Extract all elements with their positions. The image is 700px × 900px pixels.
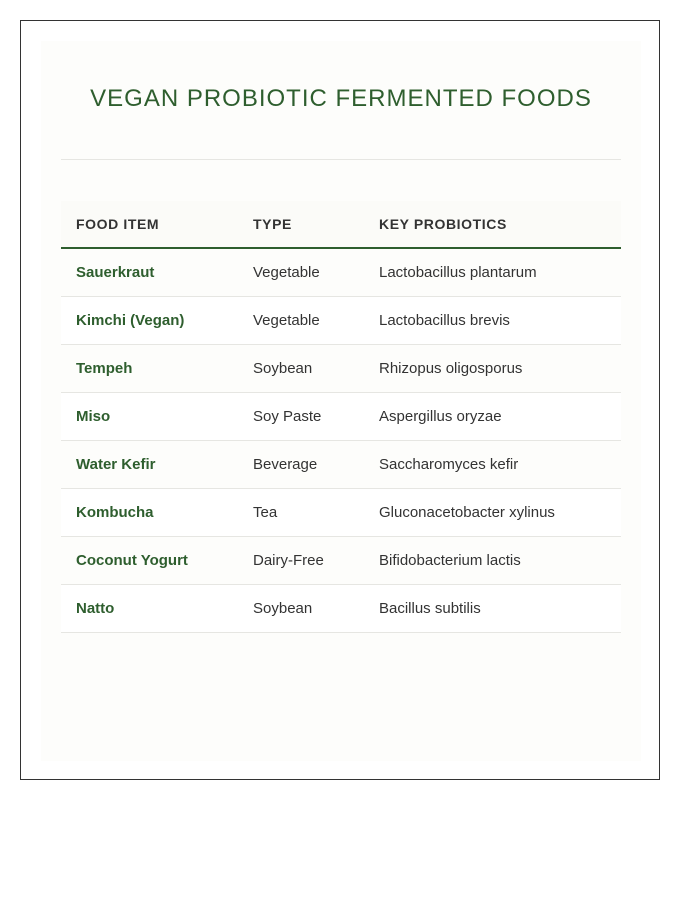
cell-type: Beverage (238, 441, 364, 489)
table-row (61, 393, 621, 441)
cell-food-item: Coconut Yogurt (61, 537, 238, 585)
header-food-item: FOOD ITEM (61, 201, 238, 248)
cell-key-probiotics: Aspergillus oryzae (364, 393, 621, 441)
cell-food-item: Sauerkraut (61, 248, 238, 297)
cell-type: Vegetable (238, 248, 364, 297)
cell-key-probiotics: Lactobacillus brevis (364, 297, 621, 345)
cell-food-item: Natto (61, 585, 238, 633)
cell-type: Dairy-Free (238, 537, 364, 585)
cell-food-item: Water Kefir (61, 441, 238, 489)
header-key-probiotics: KEY PROBIOTICS (364, 201, 621, 248)
cell-food-item: Tempeh (61, 345, 238, 393)
cell-key-probiotics: Lactobacillus plantarum (364, 248, 621, 297)
cell-food-item: Kombucha (61, 489, 238, 537)
table-row (61, 585, 621, 633)
table-row (61, 297, 621, 345)
cell-key-probiotics: Saccharomyces kefir (364, 441, 621, 489)
cell-type: Soybean (238, 585, 364, 633)
content-panel (41, 41, 641, 761)
cell-food-item: Miso (61, 393, 238, 441)
table-row (61, 345, 621, 393)
table-row (61, 441, 621, 489)
header-type: TYPE (238, 201, 364, 248)
cell-food-item: Kimchi (Vegan) (61, 297, 238, 345)
fermented-foods-table (61, 201, 621, 633)
cell-key-probiotics: Bacillus subtilis (364, 585, 621, 633)
document-frame (20, 20, 660, 780)
cell-type: Soybean (238, 345, 364, 393)
cell-type: Tea (238, 489, 364, 537)
cell-type: Soy Paste (238, 393, 364, 441)
cell-key-probiotics: Gluconacetobacter xylinus (364, 489, 621, 537)
table-row (61, 489, 621, 537)
cell-key-probiotics: Rhizopus oligosporus (364, 345, 621, 393)
table-row (61, 537, 621, 585)
table-header-row (61, 201, 621, 248)
title-divider (61, 159, 621, 160)
cell-key-probiotics: Bifidobacterium lactis (364, 537, 621, 585)
page-title: VEGAN PROBIOTIC FERMENTED FOODS (90, 85, 592, 112)
cell-type: Vegetable (238, 297, 364, 345)
table-row (61, 248, 621, 297)
